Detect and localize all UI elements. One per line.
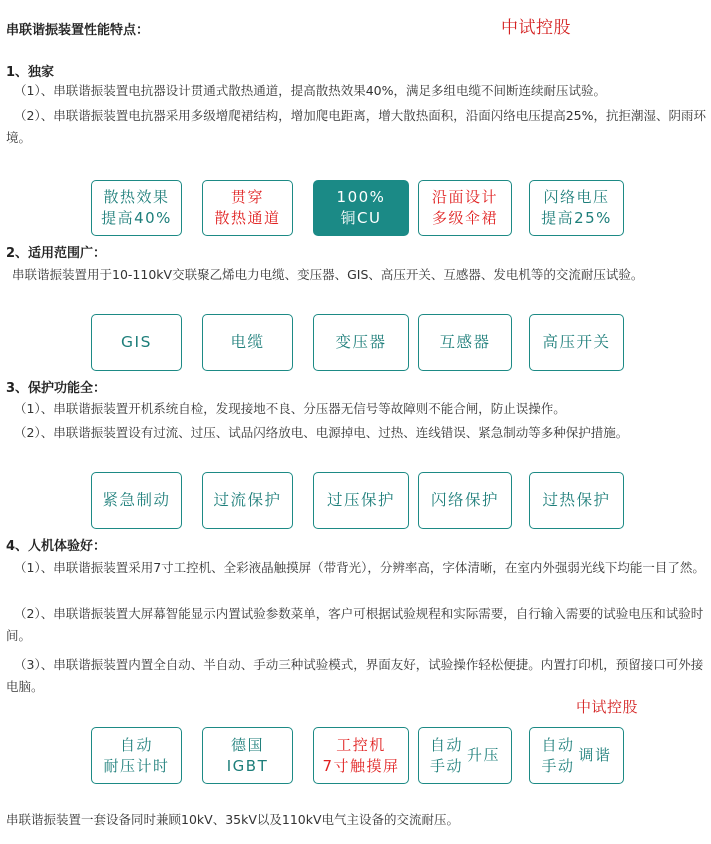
hmi-mode-manual: 手动 (429, 756, 463, 775)
section-4-line-2: （2）、串联谐振装置大屏幕智能显示内置试验参数菜单，客户可根据试验规程和实际需要，自行输入需要的试验电压和试验时间。 (6, 606, 704, 643)
app-gis (91, 314, 182, 371)
brand-watermark-top: 中试控股 (501, 18, 571, 38)
feature-through-channel (202, 180, 293, 236)
hmi-tuning-mode (529, 727, 624, 784)
section-2-feature-row (0, 314, 711, 372)
app-label: 互感器 (439, 333, 491, 351)
feature-flashover (529, 180, 624, 236)
page-title: 串联谐振装置性能特点： (6, 23, 150, 38)
hmi-mode-auto: 自动 (541, 735, 575, 754)
section-3-feature-row (0, 472, 711, 530)
protect-label: 过热保护 (542, 491, 611, 509)
section-1-heading: 1、独家 (6, 65, 55, 80)
hmi-igbt (202, 727, 293, 784)
hmi-label-line2: 7寸触摸屏 (322, 756, 400, 775)
protect-label: 紧急制动 (102, 491, 171, 509)
section-4-feature-row (0, 727, 711, 785)
section-1-feature-row (0, 180, 711, 238)
hmi-label-line2: IGBT (226, 756, 269, 775)
hmi-boost-mode (418, 727, 512, 784)
hmi-auto-timing (91, 727, 182, 784)
protect-label: 闪络保护 (430, 491, 499, 509)
app-label: 电缆 (230, 333, 265, 351)
feature-label-line2: 铜CU (340, 209, 382, 227)
feature-label-line2: 多级伞裙 (431, 209, 498, 227)
feature-heat-efficiency (91, 180, 182, 236)
section-4-line-1: （1）、串联谐振装置采用7寸工控机、全彩液晶触摸屏（带背光），分辨率高，字体清晰，在室内外强弱光线下均能一目了然。 (14, 560, 705, 575)
brand-watermark-mid: 中试控股 (576, 698, 639, 716)
hmi-mode-manual: 手动 (541, 756, 575, 775)
app-hv-switch (529, 314, 624, 371)
feature-umbrella-skirt (418, 180, 512, 236)
feature-label-line1: 散热效果 (103, 188, 170, 206)
section-1-line-1: （1）、串联谐振装置电抗器设计贯通式散热通道，提高散热效果40%，满足多组电缆不间断连续耐压试验。 (14, 83, 606, 98)
section-3-heading: 3、保护功能全： (6, 381, 107, 396)
protect-overcurrent (202, 472, 293, 529)
section-4-line-3: （3）、串联谐振装置内置全自动、半自动、手动三种试验模式，界面友好，试验操作轻松便捷。内置打印机，预留接口可外接电脑。 (6, 657, 704, 694)
feature-copper (313, 180, 409, 236)
protect-label: 过压保护 (326, 491, 395, 509)
section-2-heading: 2、适用范围广： (6, 246, 107, 261)
hmi-label-line1: 德国 (230, 735, 264, 754)
protect-flashover (418, 472, 512, 529)
hmi-label-line1: 工控机 (336, 735, 386, 754)
section-2-line-1: 串联谐振装置用于10-110kV交联聚乙烯电力电缆、变压器、GIS、高压开关、互感器、发电机等的交流耐压试验。 (12, 267, 644, 282)
app-label: GIS (121, 333, 152, 351)
footer-note: 串联谐振装置一套设备同时兼顾10kV、35kV以及110kV电气主设备的交流耐压。 (6, 812, 460, 827)
feature-label-line1: 沿面设计 (431, 188, 498, 206)
hmi-label-line1: 自动 (119, 735, 153, 754)
hmi-mode-action: 升压 (467, 746, 501, 764)
protect-label: 过流保护 (213, 491, 282, 509)
feature-label-line2: 提高25% (541, 209, 612, 227)
protect-overheat (529, 472, 624, 529)
feature-label-line1: 贯穿 (230, 188, 264, 206)
app-transformer (313, 314, 409, 371)
feature-label-line2: 提高40% (101, 209, 172, 227)
app-label: 变压器 (335, 333, 387, 351)
protect-overvoltage (313, 472, 409, 529)
hmi-label-line2: 耐压计时 (103, 756, 170, 775)
feature-label-line1: 100% (336, 188, 386, 206)
protect-emergency-stop (91, 472, 182, 529)
hmi-mode-auto: 自动 (429, 735, 463, 754)
app-instrument-transformer (418, 314, 512, 371)
hmi-mode-action: 调谐 (578, 746, 612, 764)
app-cable (202, 314, 293, 371)
section-4-heading: 4、人机体验好： (6, 539, 107, 554)
app-label: 高压开关 (542, 333, 611, 351)
section-3-line-1: （1）、串联谐振装置开机系统自检，发现接地不良、分压器无信号等故障则不能合闸，防止误操作。 (14, 401, 566, 416)
section-3-line-2: （2）、串联谐振装置设有过流、过压、试品闪络放电、电源掉电、过热、连线错误、紧急制动等多种保护措施。 (14, 425, 629, 440)
hmi-touchscreen (313, 727, 409, 784)
feature-label-line1: 闪络电压 (543, 188, 610, 206)
feature-label-line2: 散热通道 (214, 209, 281, 227)
section-1-line-2: （2）、串联谐振装置电抗器采用多级增爬裙结构，增加爬电距离，增大散热面积，沿面闪络电压提高25%，抗拒潮湿、阴雨环境。 (6, 108, 706, 145)
